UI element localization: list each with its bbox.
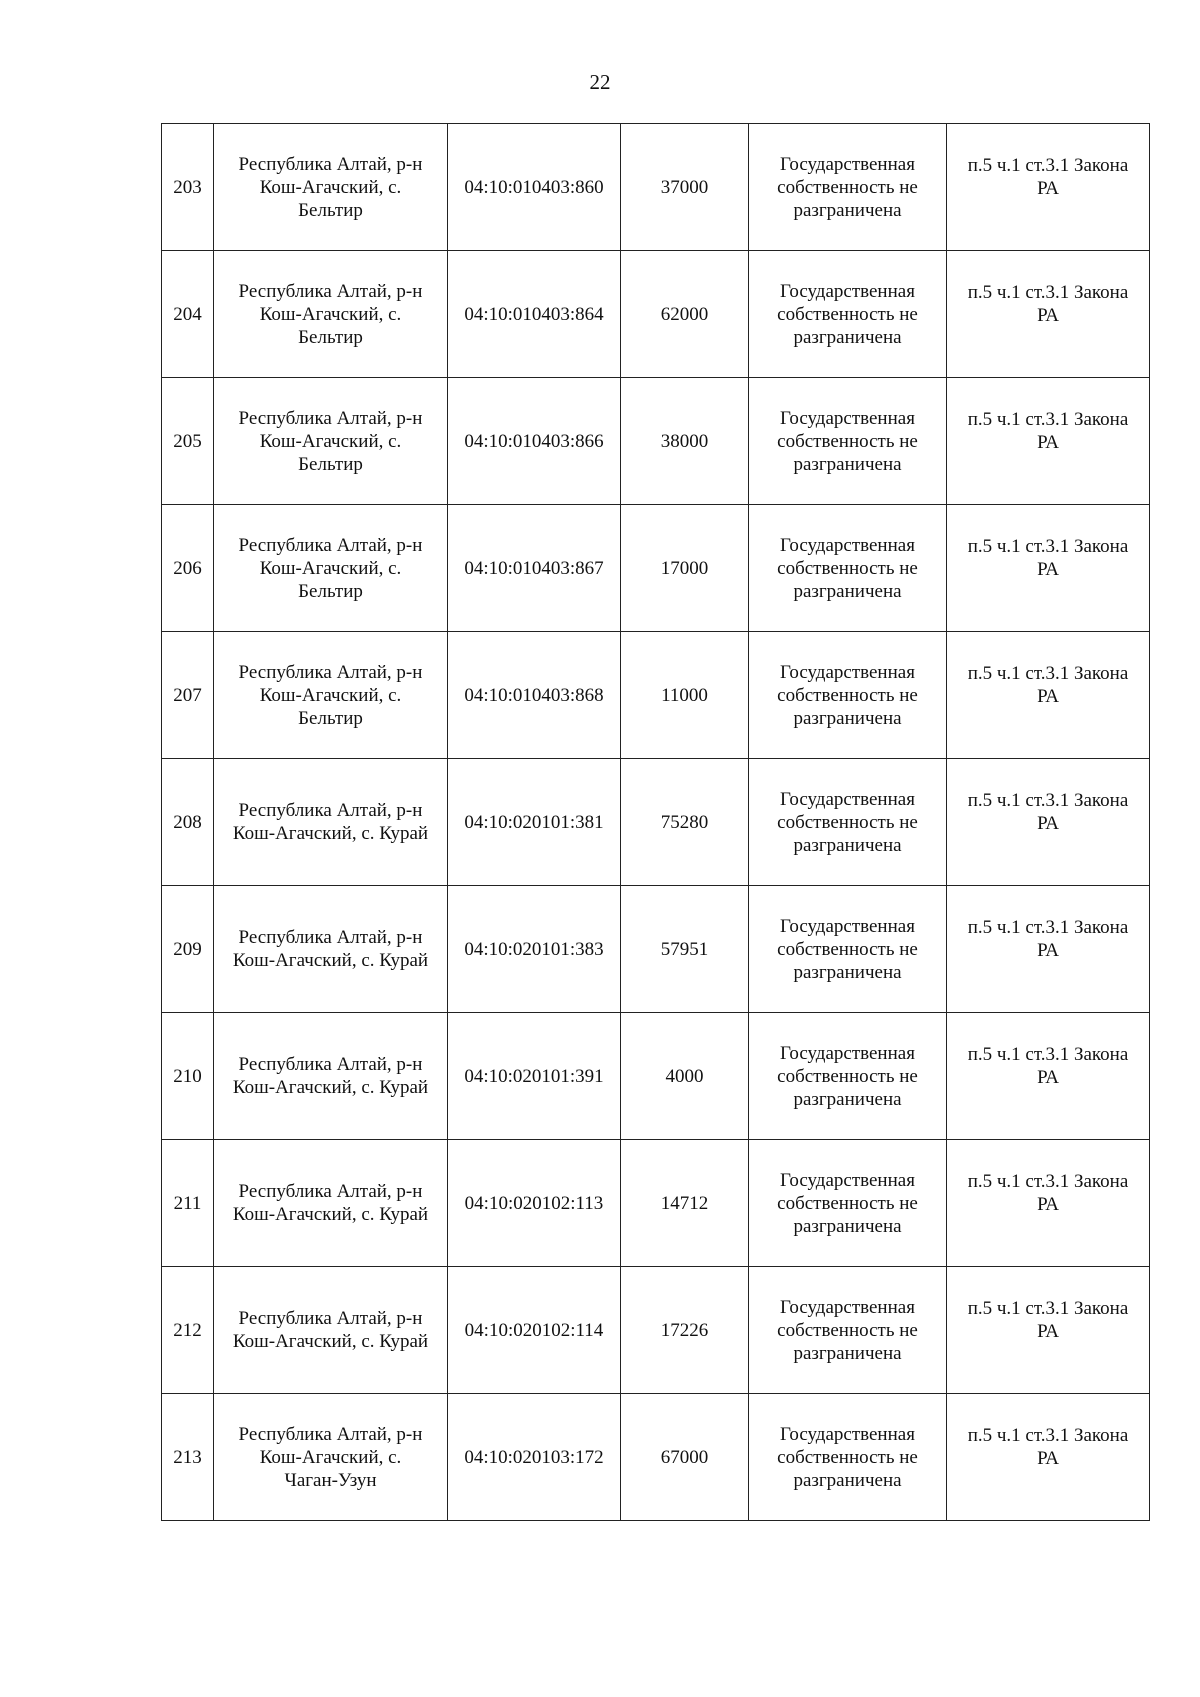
row-number: 209 [162, 886, 214, 1013]
legal-basis-line: РА [1037, 1194, 1059, 1215]
legal-basis-cell [947, 251, 1150, 378]
table-row [162, 1267, 1150, 1394]
address-line: Кош-Агачский, с. [259, 684, 402, 706]
cadastral-number-cell: 04:10:020102:113 [448, 1140, 621, 1267]
address-line: Кош-Агачский, с. [259, 557, 402, 579]
address-line: Республика Алтай, р-н [238, 153, 423, 175]
legal-basis-line: п.5 ч.1 ст.3.1 Закона [967, 790, 1129, 811]
ownership-line: собственность не [777, 430, 918, 452]
ownership-line: собственность не [777, 1192, 918, 1214]
table-row [162, 1140, 1150, 1267]
legal-basis-line: п.5 ч.1 ст.3.1 Закона [967, 917, 1129, 938]
ownership-cell [749, 886, 947, 1013]
cadastral-number-cell: 04:10:020101:383 [448, 886, 621, 1013]
ownership-line: Государственная [780, 1169, 915, 1191]
area-cell: 38000 [621, 378, 749, 505]
legal-basis-cell [947, 632, 1150, 759]
address-line: Бельтир [298, 453, 363, 475]
ownership-line: разграничена [793, 1215, 902, 1237]
address-line: Республика Алтай, р-н [238, 661, 423, 683]
row-number: 211 [162, 1140, 214, 1267]
cadastral-number-cell: 04:10:020101:391 [448, 1013, 621, 1140]
legal-basis-cell [947, 886, 1150, 1013]
legal-basis-line: п.5 ч.1 ст.3.1 Закона [967, 282, 1129, 303]
address-line: Республика Алтай, р-н [238, 280, 423, 302]
ownership-line: собственность не [777, 811, 918, 833]
legal-basis-line: РА [1037, 432, 1059, 453]
cadastral-number-cell: 04:10:020103:172 [448, 1394, 621, 1521]
legal-basis-cell [947, 505, 1150, 632]
ownership-line: разграничена [793, 1088, 902, 1110]
table-row [162, 505, 1150, 632]
page-number: 22 [589, 70, 611, 94]
area-cell: 17000 [621, 505, 749, 632]
address-line: Республика Алтай, р-н [238, 927, 423, 948]
table-row [162, 1013, 1150, 1140]
ownership-line: Государственная [780, 534, 915, 556]
ownership-line: собственность не [777, 938, 918, 960]
cadastral-number-cell: 04:10:010403:860 [448, 124, 621, 251]
address-cell [214, 886, 448, 1013]
area-cell: 4000 [621, 1013, 749, 1140]
area-cell: 17226 [621, 1267, 749, 1394]
table-row [162, 378, 1150, 505]
legal-basis-cell [947, 124, 1150, 251]
ownership-line: Государственная [780, 915, 915, 937]
ownership-line: Государственная [780, 1423, 915, 1445]
address-line: Кош-Агачский, с. Курай [232, 1077, 429, 1098]
address-line: Республика Алтай, р-н [238, 534, 423, 556]
cadastral-number-cell: 04:10:020102:114 [448, 1267, 621, 1394]
ownership-cell [749, 1140, 947, 1267]
area-cell: 75280 [621, 759, 749, 886]
ownership-line: разграничена [793, 1342, 902, 1364]
ownership-cell [749, 759, 947, 886]
table-row [162, 759, 1150, 886]
ownership-line: разграничена [793, 199, 902, 221]
legal-basis-cell [947, 759, 1150, 886]
address-line: Кош-Агачский, с. Курай [232, 950, 429, 971]
row-number: 205 [162, 378, 214, 505]
ownership-cell [749, 1267, 947, 1394]
legal-basis-line: РА [1037, 1448, 1059, 1469]
ownership-line: разграничена [793, 834, 902, 856]
area-cell: 62000 [621, 251, 749, 378]
ownership-line: разграничена [793, 326, 902, 348]
ownership-cell [749, 632, 947, 759]
legal-basis-line: РА [1037, 1321, 1059, 1342]
address-cell [214, 505, 448, 632]
legal-basis-line: п.5 ч.1 ст.3.1 Закона [967, 1425, 1129, 1446]
ownership-line: Государственная [780, 153, 915, 175]
ownership-line: Государственная [780, 788, 915, 810]
address-cell [214, 632, 448, 759]
address-line: Кош-Агачский, с. [259, 1446, 402, 1468]
table-body [162, 124, 1150, 1521]
ownership-line: Государственная [780, 1042, 915, 1064]
row-number: 210 [162, 1013, 214, 1140]
address-cell [214, 378, 448, 505]
ownership-line: собственность не [777, 303, 918, 325]
ownership-line: разграничена [793, 961, 902, 983]
legal-basis-cell [947, 1267, 1150, 1394]
legal-basis-line: п.5 ч.1 ст.3.1 Закона [967, 409, 1129, 430]
area-cell: 14712 [621, 1140, 749, 1267]
cadastral-number-cell: 04:10:010403:867 [448, 505, 621, 632]
ownership-cell [749, 1013, 947, 1140]
address-cell [214, 251, 448, 378]
legal-basis-line: п.5 ч.1 ст.3.1 Закона [967, 536, 1129, 557]
address-line: Республика Алтай, р-н [238, 1423, 423, 1445]
row-number: 212 [162, 1267, 214, 1394]
legal-basis-cell [947, 1140, 1150, 1267]
legal-basis-line: РА [1037, 305, 1059, 326]
address-line: Бельтир [298, 707, 363, 729]
ownership-cell [749, 124, 947, 251]
land-plots-table [161, 123, 1150, 1521]
ownership-cell [749, 505, 947, 632]
legal-basis-line: РА [1037, 178, 1059, 199]
address-line: Республика Алтай, р-н [238, 1181, 423, 1202]
row-number: 208 [162, 759, 214, 886]
area-cell: 57951 [621, 886, 749, 1013]
cadastral-number-cell: 04:10:020101:381 [448, 759, 621, 886]
row-number: 204 [162, 251, 214, 378]
row-number: 207 [162, 632, 214, 759]
legal-basis-line: п.5 ч.1 ст.3.1 Закона [967, 663, 1129, 684]
legal-basis-cell [947, 378, 1150, 505]
row-number: 203 [162, 124, 214, 251]
ownership-line: Государственная [780, 1296, 915, 1318]
address-line: Кош-Агачский, с. Курай [232, 1204, 429, 1225]
table-row [162, 886, 1150, 1013]
ownership-cell [749, 378, 947, 505]
legal-basis-line: п.5 ч.1 ст.3.1 Закона [967, 155, 1129, 176]
address-line: Республика Алтай, р-н [238, 1054, 423, 1075]
legal-basis-line: РА [1037, 813, 1059, 834]
address-line: Бельтир [298, 580, 363, 602]
address-cell [214, 1267, 448, 1394]
ownership-line: собственность не [777, 1446, 918, 1468]
ownership-cell [749, 1394, 947, 1521]
row-number: 206 [162, 505, 214, 632]
legal-basis-line: РА [1037, 559, 1059, 580]
legal-basis-cell [947, 1013, 1150, 1140]
address-line: Кош-Агачский, с. Курай [232, 823, 429, 844]
ownership-line: Государственная [780, 661, 915, 683]
ownership-line: разграничена [793, 580, 902, 602]
legal-basis-cell [947, 1394, 1150, 1521]
area-cell: 37000 [621, 124, 749, 251]
address-cell [214, 759, 448, 886]
cadastral-number-cell: 04:10:010403:866 [448, 378, 621, 505]
ownership-cell [749, 251, 947, 378]
cadastral-number-cell: 04:10:010403:864 [448, 251, 621, 378]
ownership-line: собственность не [777, 1319, 918, 1341]
legal-basis-line: п.5 ч.1 ст.3.1 Закона [967, 1044, 1129, 1065]
table-row [162, 251, 1150, 378]
ownership-line: Государственная [780, 280, 915, 302]
address-line: Республика Алтай, р-н [238, 1308, 423, 1329]
address-line: Кош-Агачский, с. [259, 303, 402, 325]
cadastral-number-cell: 04:10:010403:868 [448, 632, 621, 759]
legal-basis-line: п.5 ч.1 ст.3.1 Закона [967, 1171, 1129, 1192]
ownership-line: собственность не [777, 176, 918, 198]
legal-basis-line: РА [1037, 1067, 1059, 1088]
address-cell [214, 1013, 448, 1140]
ownership-line: собственность не [777, 684, 918, 706]
address-line: Бельтир [298, 326, 363, 348]
address-line: Кош-Агачский, с. [259, 430, 402, 452]
legal-basis-line: РА [1037, 686, 1059, 707]
area-cell: 67000 [621, 1394, 749, 1521]
address-line: Кош-Агачский, с. Курай [232, 1331, 429, 1352]
legal-basis-line: РА [1037, 940, 1059, 961]
ownership-line: собственность не [777, 1065, 918, 1087]
address-cell [214, 1394, 448, 1521]
table-row [162, 1394, 1150, 1521]
address-cell [214, 124, 448, 251]
ownership-line: разграничена [793, 707, 902, 729]
area-cell: 11000 [621, 632, 749, 759]
row-number: 213 [162, 1394, 214, 1521]
table-row [162, 124, 1150, 251]
table-row [162, 632, 1150, 759]
address-cell [214, 1140, 448, 1267]
address-line: Кош-Агачский, с. [259, 176, 402, 198]
ownership-line: разграничена [793, 1469, 902, 1491]
ownership-line: Государственная [780, 407, 915, 429]
address-line: Республика Алтай, р-н [238, 407, 423, 429]
address-line: Бельтир [298, 199, 363, 221]
address-line: Чаган-Узун [284, 1469, 377, 1491]
legal-basis-line: п.5 ч.1 ст.3.1 Закона [967, 1298, 1129, 1319]
ownership-line: собственность не [777, 557, 918, 579]
address-line: Республика Алтай, р-н [238, 800, 423, 821]
ownership-line: разграничена [793, 453, 902, 475]
